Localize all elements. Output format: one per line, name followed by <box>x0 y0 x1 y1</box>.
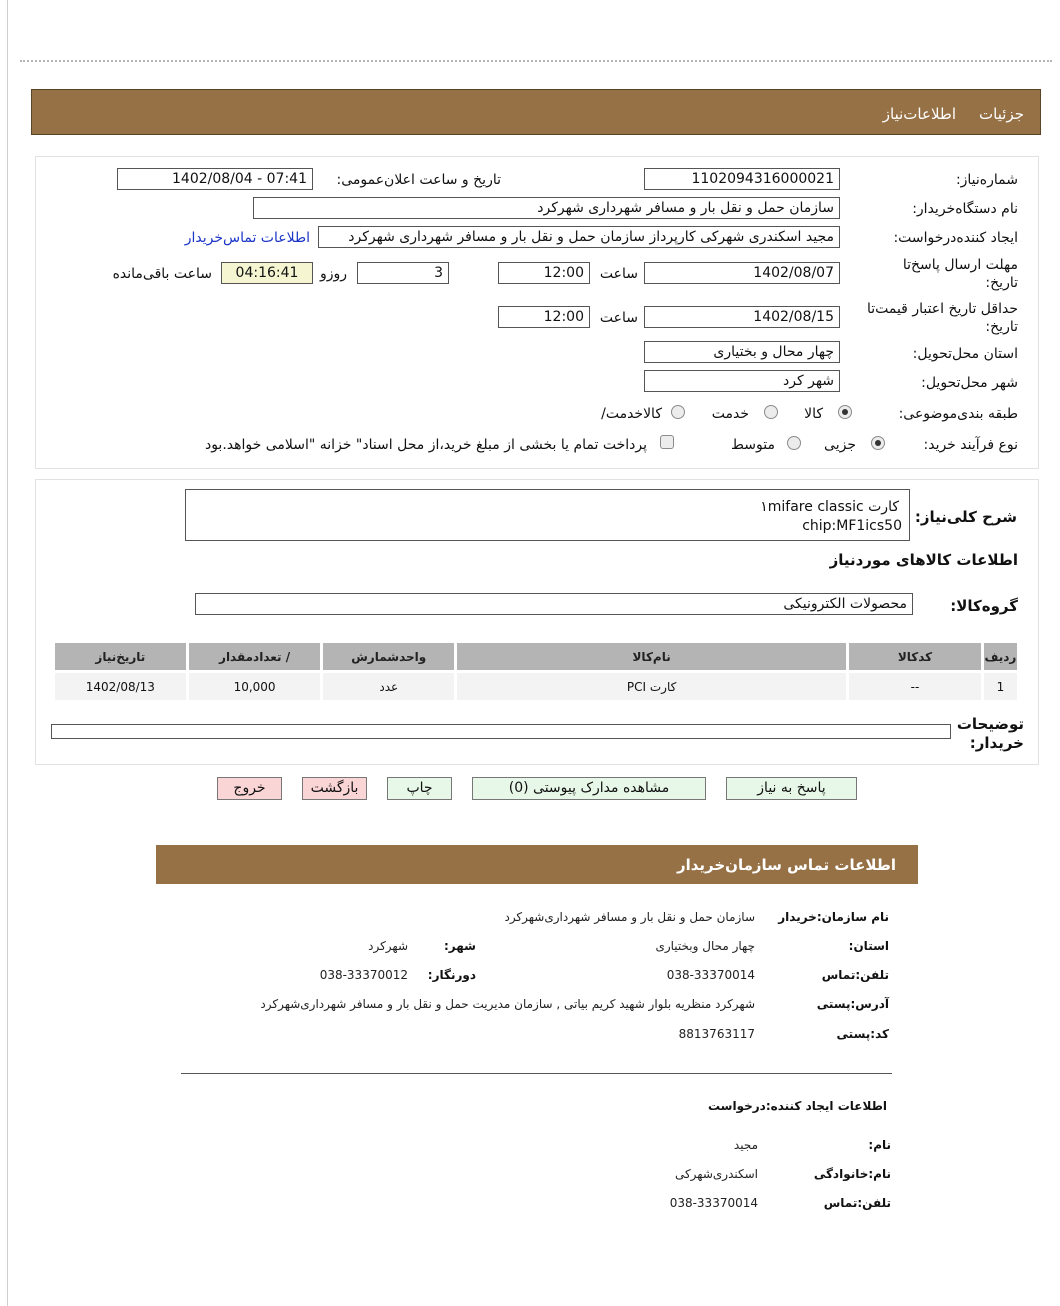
page-left-border <box>7 0 8 1306</box>
goods-table <box>52 640 1020 703</box>
buyer-org-name-value: سازمان حمل و نقل بار و مسافر شهرداری‌شهرکرد <box>504 910 755 924</box>
province-label: استان محل‌تحویل: <box>912 346 1018 362</box>
category-radio-goods[interactable] <box>838 405 852 419</box>
deadline-time-label: ساعت <box>599 266 638 282</box>
cell-code: -- <box>849 673 981 700</box>
buyer-address-value: شهرکرد منظریه بلوار شهید کریم بیاتی , سازمان مدیریت حمل و نقل بار و مسافر شهرداری‌شهرکرد <box>260 997 755 1011</box>
buyer-province-value: چهار محال وبختیاری <box>655 939 755 953</box>
deadline-label: مهلت ارسال پاسخ‌تا تاریخ: <box>902 257 1018 291</box>
buyer-notes-label: توضیحات خریدار: <box>956 715 1024 752</box>
buyer-city-label: شهر: <box>444 939 476 953</box>
buyer-fax-label: دورنگار: <box>427 968 476 982</box>
col-code: کدکالا <box>849 643 981 670</box>
deadline-date-field: 1402/08/07 <box>644 262 840 284</box>
category-radio-goods-service[interactable] <box>671 405 685 419</box>
process-radio-medium[interactable] <box>787 436 801 450</box>
buyer-contact-link[interactable]: اطلاعات تماس‌خریدار <box>184 230 310 246</box>
process-option-medium: متوسط <box>731 437 775 453</box>
col-quantity: / تعدادمقدار <box>189 643 321 670</box>
cell-row: 1 <box>984 673 1017 700</box>
view-attachments-button[interactable]: مشاهده مدارک پیوستی (0) <box>472 777 706 800</box>
creator-phone-label: تلفن:تماس <box>823 1196 891 1210</box>
buyer-province-label: استان: <box>848 939 889 953</box>
creator-family-label: نام:خانوادگی <box>813 1167 891 1181</box>
validity-time-field: 12:00 <box>498 306 590 328</box>
buyer-phone-value: 038-33370014 <box>666 968 755 982</box>
days-field: 3 <box>357 262 449 284</box>
buyer-org-label: نام دستگاه‌خریدار: <box>912 201 1018 217</box>
announce-field: 1402/08/04 - 07:41 <box>117 168 313 190</box>
breadcrumb-details[interactable]: جزئیات <box>979 105 1024 123</box>
col-name: نام‌کالا <box>457 643 846 670</box>
col-unit: واحدشمارش <box>323 643 454 670</box>
category-option-goods-service: کالا‌خدمت/ <box>601 406 662 422</box>
goods-info-title: اطلاعات کالاهای موردنیاز <box>829 551 1018 569</box>
cell-name: کارت PCI <box>457 673 846 700</box>
category-option-service: خدمت <box>711 406 749 422</box>
general-desc-box <box>185 489 910 541</box>
need-number-label: شماره‌نیاز: <box>955 172 1018 188</box>
creator-family-value: اسکندری‌شهرکی <box>674 1167 758 1181</box>
requester-field: مجید اسکندری شهرکی کارپرداز سازمان حمل و نقل بار و مسافر شهرداری شهرکرد <box>318 226 840 248</box>
announce-label: تاریخ و ساعت اعلان‌عمومی: <box>336 172 501 188</box>
buyer-fax-value: 038-33370012 <box>319 968 408 982</box>
goods-group-label: گروه‌کالا: <box>950 597 1018 615</box>
city-field: شهر کرد <box>644 370 840 392</box>
buyer-phone-label: تلفن:تماس <box>821 968 889 982</box>
creator-name-value: مجید <box>733 1138 758 1152</box>
creator-phone-value: 038-33370014 <box>669 1196 758 1210</box>
requester-label: ایجاد کننده‌درخواست: <box>893 230 1018 246</box>
top-dotted-divider <box>20 60 1052 62</box>
buyer-city-value: شهرکرد <box>368 939 408 953</box>
treasury-payment-checkbox[interactable] <box>660 435 674 449</box>
city-label: شهر محل‌تحویل: <box>921 375 1018 391</box>
process-radio-minor[interactable] <box>871 436 885 450</box>
breadcrumb-header <box>31 89 1041 135</box>
breadcrumb-need-info[interactable]: اطلاعات‌نیاز <box>882 105 956 123</box>
print-button[interactable]: چاپ <box>387 777 452 800</box>
process-option-minor: جزیی <box>824 437 856 453</box>
cell-quantity: 10,000 <box>189 673 321 700</box>
days-label: روزو <box>319 266 347 282</box>
buyer-org-name-label: نام سازمان:خریدار <box>778 910 889 924</box>
buyer-address-label: آدرس:پستی <box>816 997 889 1011</box>
buyer-org-field: سازمان حمل و نقل بار و مسافر شهرداری شهرکرد <box>253 197 840 219</box>
contact-divider <box>181 1073 892 1074</box>
category-label: طبقه بندی‌موضوعی: <box>898 406 1018 422</box>
general-desc-line-2: chip:MF1ics50 <box>802 518 902 534</box>
remaining-time-field: 04:16:41 <box>221 262 313 284</box>
cell-unit: عدد <box>323 673 454 700</box>
province-field: چهار محال و بختیاری <box>644 341 840 363</box>
general-desc-line-1: کارت ۱mifare classic <box>760 499 899 515</box>
category-radio-service[interactable] <box>764 405 778 419</box>
buyer-postal-value: 8813763117 <box>678 1027 755 1041</box>
buyer-contact-title: اطلاعات تماس سازمان‌خریدار <box>676 856 896 874</box>
cell-need-date: 1402/08/13 <box>55 673 186 700</box>
table-row <box>55 673 1017 700</box>
goods-group-field: محصولات الکترونیکی <box>195 593 913 615</box>
reply-button[interactable]: پاسخ به نیاز <box>726 777 857 800</box>
buyer-postal-label: کد:پستی <box>836 1027 889 1041</box>
back-button[interactable]: بازگشت <box>302 777 367 800</box>
general-desc-label: شرح کلی‌نیاز: <box>914 508 1017 526</box>
category-option-goods: کالا <box>804 406 823 422</box>
deadline-time-field: 12:00 <box>498 262 590 284</box>
need-number-field: 1102094316000021 <box>644 168 840 190</box>
col-row: ردیف <box>984 643 1017 670</box>
col-need-date: تاریخ‌نیاز <box>55 643 186 670</box>
validity-time-label: ساعت <box>599 310 638 326</box>
goods-table-header <box>55 643 1017 670</box>
exit-button[interactable]: خروج <box>217 777 282 800</box>
remaining-label: ساعت باقی‌مانده <box>112 266 212 282</box>
treasury-payment-note: پرداخت تمام یا بخشی از مبلغ خرید،از محل اسناد" خزانه "اسلامی خواهد.بود <box>204 437 647 453</box>
creator-name-label: نام: <box>868 1138 891 1152</box>
validity-label: حداقل تاریخ اعتبار قیمت‌تا تاریخ: <box>866 301 1018 335</box>
process-label: نوع فرآیند‌ خرید: <box>923 437 1018 453</box>
creator-info-title: اطلاعات ایجاد کننده:درخواست <box>707 1099 887 1113</box>
validity-date-field: 1402/08/15 <box>644 306 840 328</box>
buyer-notes-field <box>51 724 951 739</box>
buyer-contact-header <box>156 845 918 884</box>
